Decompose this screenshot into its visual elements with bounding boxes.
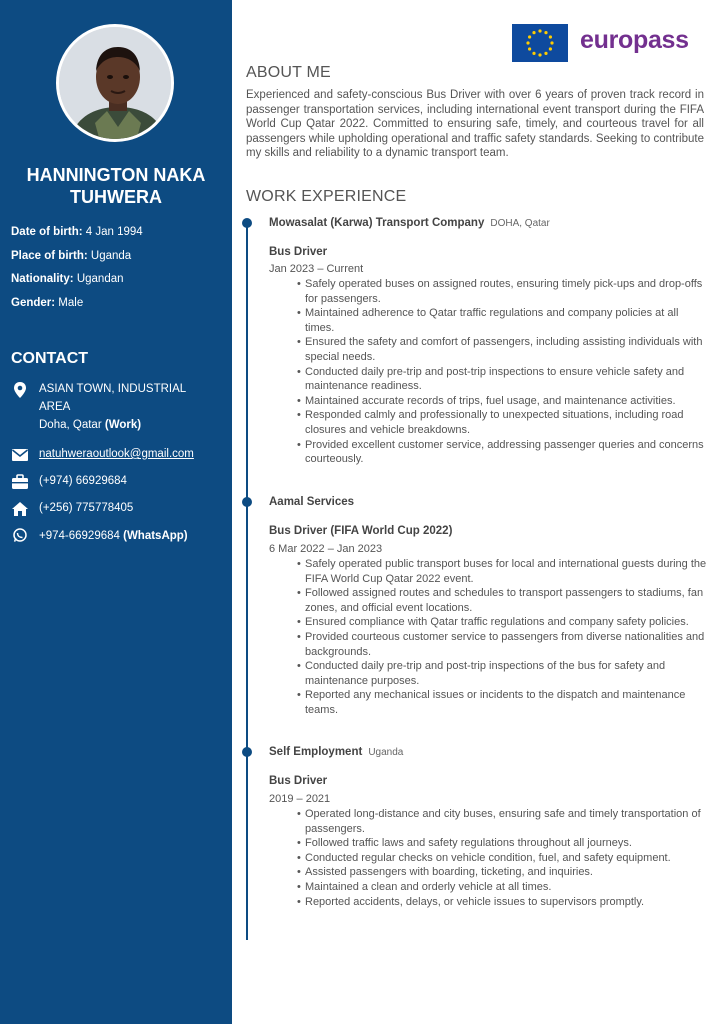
job-bullet: • Followed assigned routes and schedules to transport passengers to stadiums, fan zones, and official event locations. xyxy=(297,586,707,615)
company-location: DOHA, Qatar xyxy=(490,218,550,229)
job-role: Bus Driver xyxy=(269,775,328,787)
briefcase-icon xyxy=(11,474,29,490)
timeline-line xyxy=(246,221,248,940)
timeline-dot xyxy=(242,497,252,507)
job-bullet: • Followed traffic laws and safety regulations throughout all journeys. xyxy=(297,836,707,851)
job-company xyxy=(269,746,403,758)
company-name: Self Employment xyxy=(269,746,363,758)
pob-label: Place of birth: xyxy=(11,250,88,262)
profile-photo-image xyxy=(59,27,174,142)
company-location: Uganda xyxy=(368,747,404,758)
job-bullet: • Responded calmly and professionally to unexpected situations, including road closures and vehicle breakdowns. xyxy=(297,408,707,437)
contact-title: CONTACT xyxy=(11,350,89,367)
address-tag: (Work) xyxy=(104,419,142,431)
europass-logo xyxy=(512,24,702,62)
address xyxy=(39,380,199,434)
nationality-value: Ugandan xyxy=(76,273,124,285)
whatsapp-tag: (WhatsApp) xyxy=(123,530,188,542)
whatsapp-number[interactable]: +974-66929684 xyxy=(39,530,120,542)
nationality xyxy=(11,273,124,285)
job-bullet: • Provided excellent customer service, addressing passenger queries and concerns courteously. xyxy=(297,438,707,467)
timeline-dot xyxy=(242,747,252,757)
job-bullet: • Assisted passengers with boarding, ticketing, and inquiries. xyxy=(297,865,707,880)
address-city: Doha, Qatar xyxy=(39,419,102,431)
job-company xyxy=(269,496,360,508)
dob-label: Date of birth: xyxy=(11,226,83,238)
job-dates: 6 Mar 2022 – Jan 2023 xyxy=(269,543,383,555)
job-bullet: • Conducted regular checks on vehicle condition, fuel, and safety equipment. xyxy=(297,851,707,866)
job-bullet: • Safely operated public transport buses for local and international guests during the FIFA World Cup Qatar 2022 event. xyxy=(297,557,707,586)
email-link[interactable]: natuhweraoutlook@gmail.com xyxy=(39,448,194,460)
job-bullet: • Maintained a clean and orderly vehicle at all times. xyxy=(297,880,707,895)
address-line2 xyxy=(39,416,199,434)
person-name: HANNINGTON NAKA TUHWERA xyxy=(26,165,206,207)
work-experience-title: WORK EXPERIENCE xyxy=(246,188,407,205)
dob-value: 4 Jan 1994 xyxy=(85,226,143,238)
job-bullet: • Safely operated buses on assigned routes, ensuring timely pick-ups and drop-offs for passengers. xyxy=(297,277,707,306)
place-of-birth xyxy=(11,250,131,262)
europass-logo-text: europass xyxy=(580,26,689,54)
company-name: Mowasalat (Karwa) Transport Company xyxy=(269,217,485,229)
job-bullet: • Operated long-distance and city buses, ensuring safe and timely transportation of passengers. xyxy=(297,807,707,836)
job-bullet: • Conducted daily pre-trip and post-trip inspections to ensure vehicle safety and maintenance readiness. xyxy=(297,365,707,394)
job-company xyxy=(269,217,550,229)
job-bullets xyxy=(297,807,707,909)
gender-label: Gender: xyxy=(11,297,56,309)
about-text: Experienced and safety-conscious Bus Driver with over 6 years of proven track record in passenger transportation services, including international event transport during the FIFA World Cup Qatar 2022. Committed to ensuring safe, timely, and courteous travel for all passengers while upholding operational and traffic safety standards. Seeking to contribute my skills and reliability to a dynamic transport team. xyxy=(246,89,704,160)
eu-flag-icon xyxy=(512,24,568,62)
job-role: Bus Driver xyxy=(269,246,328,258)
timeline-dot xyxy=(242,218,252,228)
pob-value: Uganda xyxy=(90,250,132,262)
phone-work[interactable]: (+974) 66929684 xyxy=(39,475,127,487)
date-of-birth xyxy=(11,226,143,238)
job-bullet: • Maintained adherence to Qatar traffic regulations and company policies at all times. xyxy=(297,306,707,335)
nationality-label: Nationality: xyxy=(11,273,74,285)
about-title: ABOUT ME xyxy=(246,64,331,81)
job-bullet: • Maintained accurate records of trips, fuel usage, and maintenance activities. xyxy=(297,394,707,409)
job-bullets xyxy=(297,557,707,718)
sidebar xyxy=(0,0,232,1024)
profile-photo xyxy=(56,24,174,142)
company-name: Aamal Services xyxy=(269,496,355,508)
email-icon xyxy=(11,447,29,463)
location-pin-icon xyxy=(11,382,29,398)
gender xyxy=(11,297,83,309)
gender-value: Male xyxy=(58,297,84,309)
job-dates: Jan 2023 – Current xyxy=(269,263,364,275)
home-icon xyxy=(11,501,29,517)
job-bullet: • Provided courteous customer service to passengers from diverse nationalities and backgrounds. xyxy=(297,630,707,659)
job-role: Bus Driver (FIFA World Cup 2022) xyxy=(269,525,453,537)
whatsapp-icon xyxy=(11,527,29,543)
job-bullet: • Reported any mechanical issues or incidents to the dispatch and maintenance teams. xyxy=(297,688,707,717)
job-bullet: • Ensured the safety and comfort of passengers, including assisting individuals with special needs. xyxy=(297,335,707,364)
whatsapp-contact[interactable] xyxy=(39,527,188,545)
job-bullets xyxy=(297,277,707,467)
job-dates: 2019 – 2021 xyxy=(269,793,331,805)
job-bullet: • Ensured compliance with Qatar traffic regulations and company safety policies. xyxy=(297,615,707,630)
job-bullet: • Reported accidents, delays, or vehicle issues to supervisors promptly. xyxy=(297,895,707,910)
job-bullet: • Conducted daily pre-trip and post-trip inspections of the bus for safety and maintenance purposes. xyxy=(297,659,707,688)
address-line1: ASIAN TOWN, INDUSTRIAL AREA xyxy=(39,383,186,413)
phone-home[interactable]: (+256) 775778405 xyxy=(39,502,134,514)
